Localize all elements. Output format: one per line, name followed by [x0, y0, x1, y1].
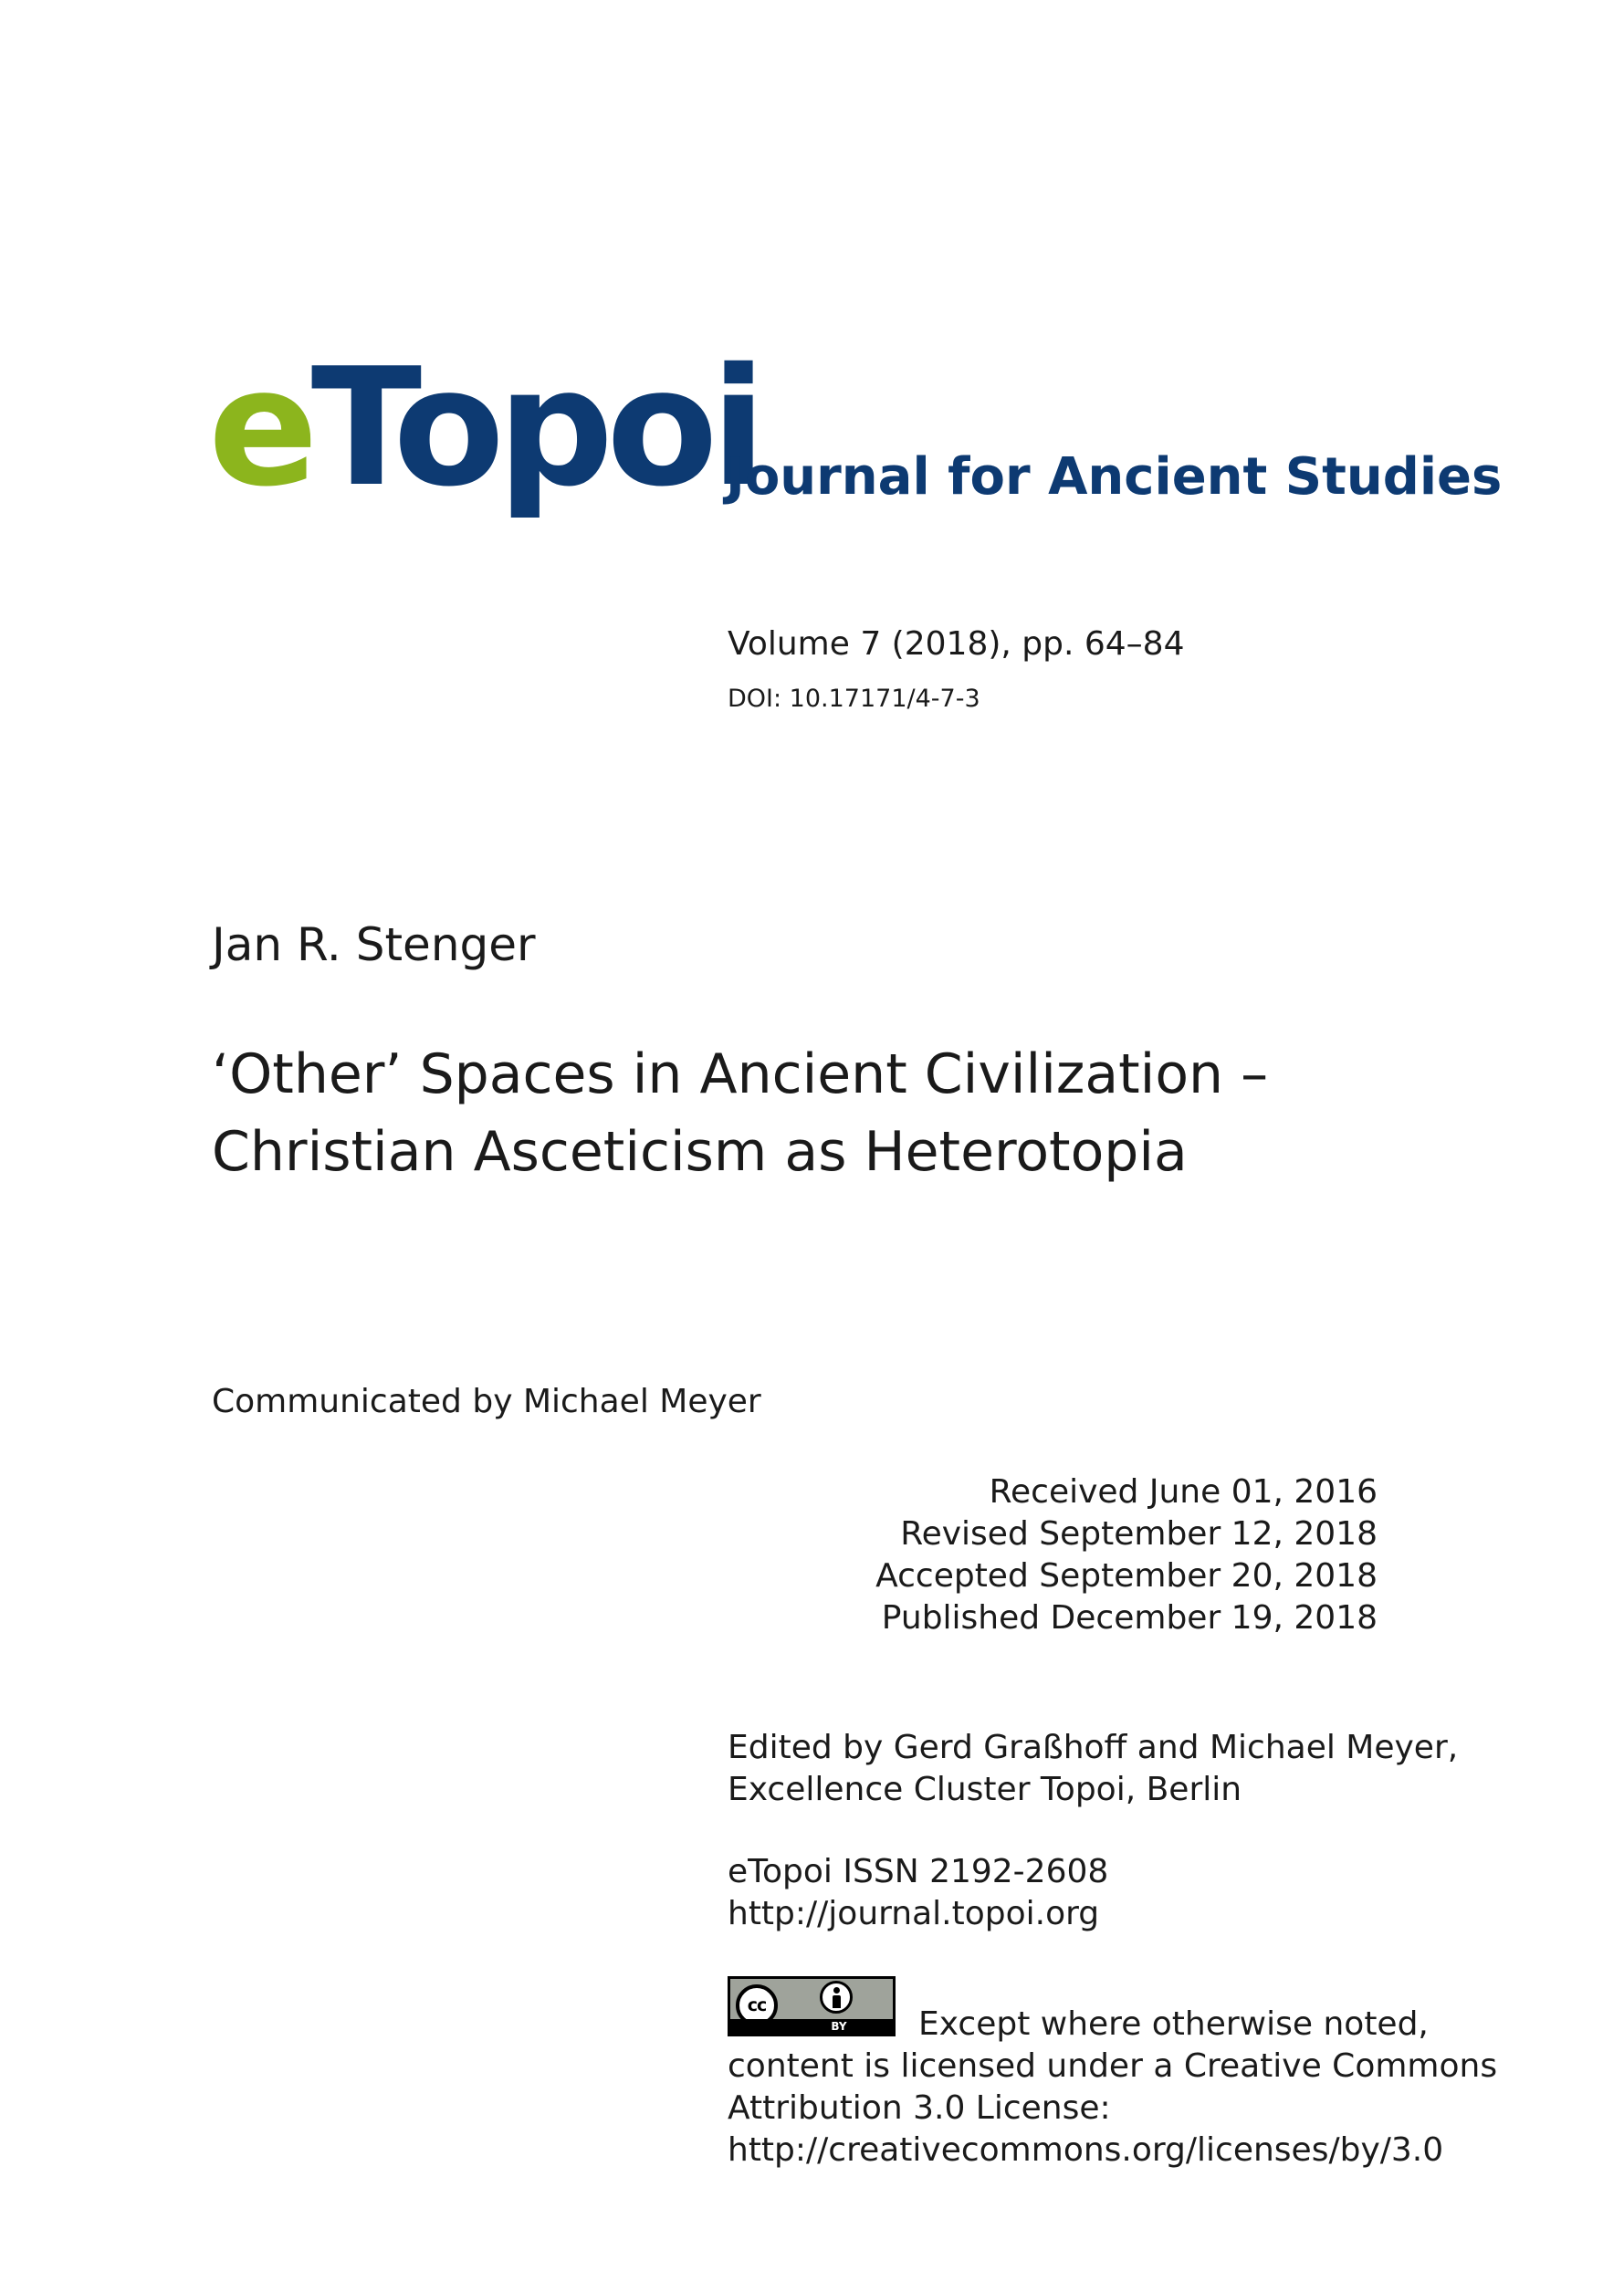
badge-strip — [730, 2019, 893, 2034]
license-line-2: content is licensed under a Creative Commons — [728, 2047, 1498, 2085]
edited-by-line-2: Excellence Cluster Topoi, Berlin — [728, 1771, 1242, 1808]
etopoi-logo — [208, 333, 760, 522]
publication-dates — [875, 1471, 1378, 1639]
author-name: Jan R. Stenger — [212, 918, 536, 971]
date-revised: Revised September 12, 2018 — [900, 1515, 1378, 1553]
journal-url-link[interactable]: http://journal.topoi.org — [728, 1895, 1100, 1932]
date-accepted: Accepted September 20, 2018 — [875, 1557, 1378, 1595]
license-url-link[interactable]: http://creativecommons.org/licenses/by/3.0 — [728, 2131, 1444, 2169]
article-title-line-1: ‘Other’ Spaces in Ancient Civilization – — [212, 1042, 1269, 1106]
cc-icon: cc — [736, 1984, 778, 2026]
journal-info — [728, 1851, 1108, 1935]
doi[interactable]: DOI: 10.17171/4-7-3 — [728, 685, 980, 713]
date-published: Published December 19, 2018 — [881, 1599, 1378, 1637]
article-title — [212, 1036, 1268, 1191]
license-line-1: Except where otherwise noted, — [918, 2005, 1429, 2043]
journal-name: Journal for Ancient Studies — [726, 447, 1503, 507]
license-line-3: Attribution 3.0 License: — [728, 2089, 1111, 2127]
article-title-line-2: Christian Asceticism as Heterotopia — [212, 1120, 1188, 1184]
license-text — [728, 2046, 1497, 2172]
by-label: BY — [831, 2020, 847, 2033]
date-received: Received June 01, 2016 — [989, 1473, 1378, 1511]
attribution-person-icon — [820, 1981, 853, 2014]
logo-letter-e: e — [208, 333, 311, 522]
communicated-by: Communicated by Michael Meyer — [212, 1383, 761, 1420]
edited-by — [728, 1727, 1458, 1811]
logo-word-topoi: Topoi — [310, 333, 760, 522]
edited-by-line-1: Edited by Gerd Graßhoff and Michael Meyer, — [728, 1729, 1459, 1766]
issn: eTopoi ISSN 2192-2608 — [728, 1853, 1109, 1890]
cc-by-icon[interactable] — [728, 1976, 896, 2036]
volume-info: Volume 7 (2018), pp. 64–84 — [728, 625, 1185, 663]
